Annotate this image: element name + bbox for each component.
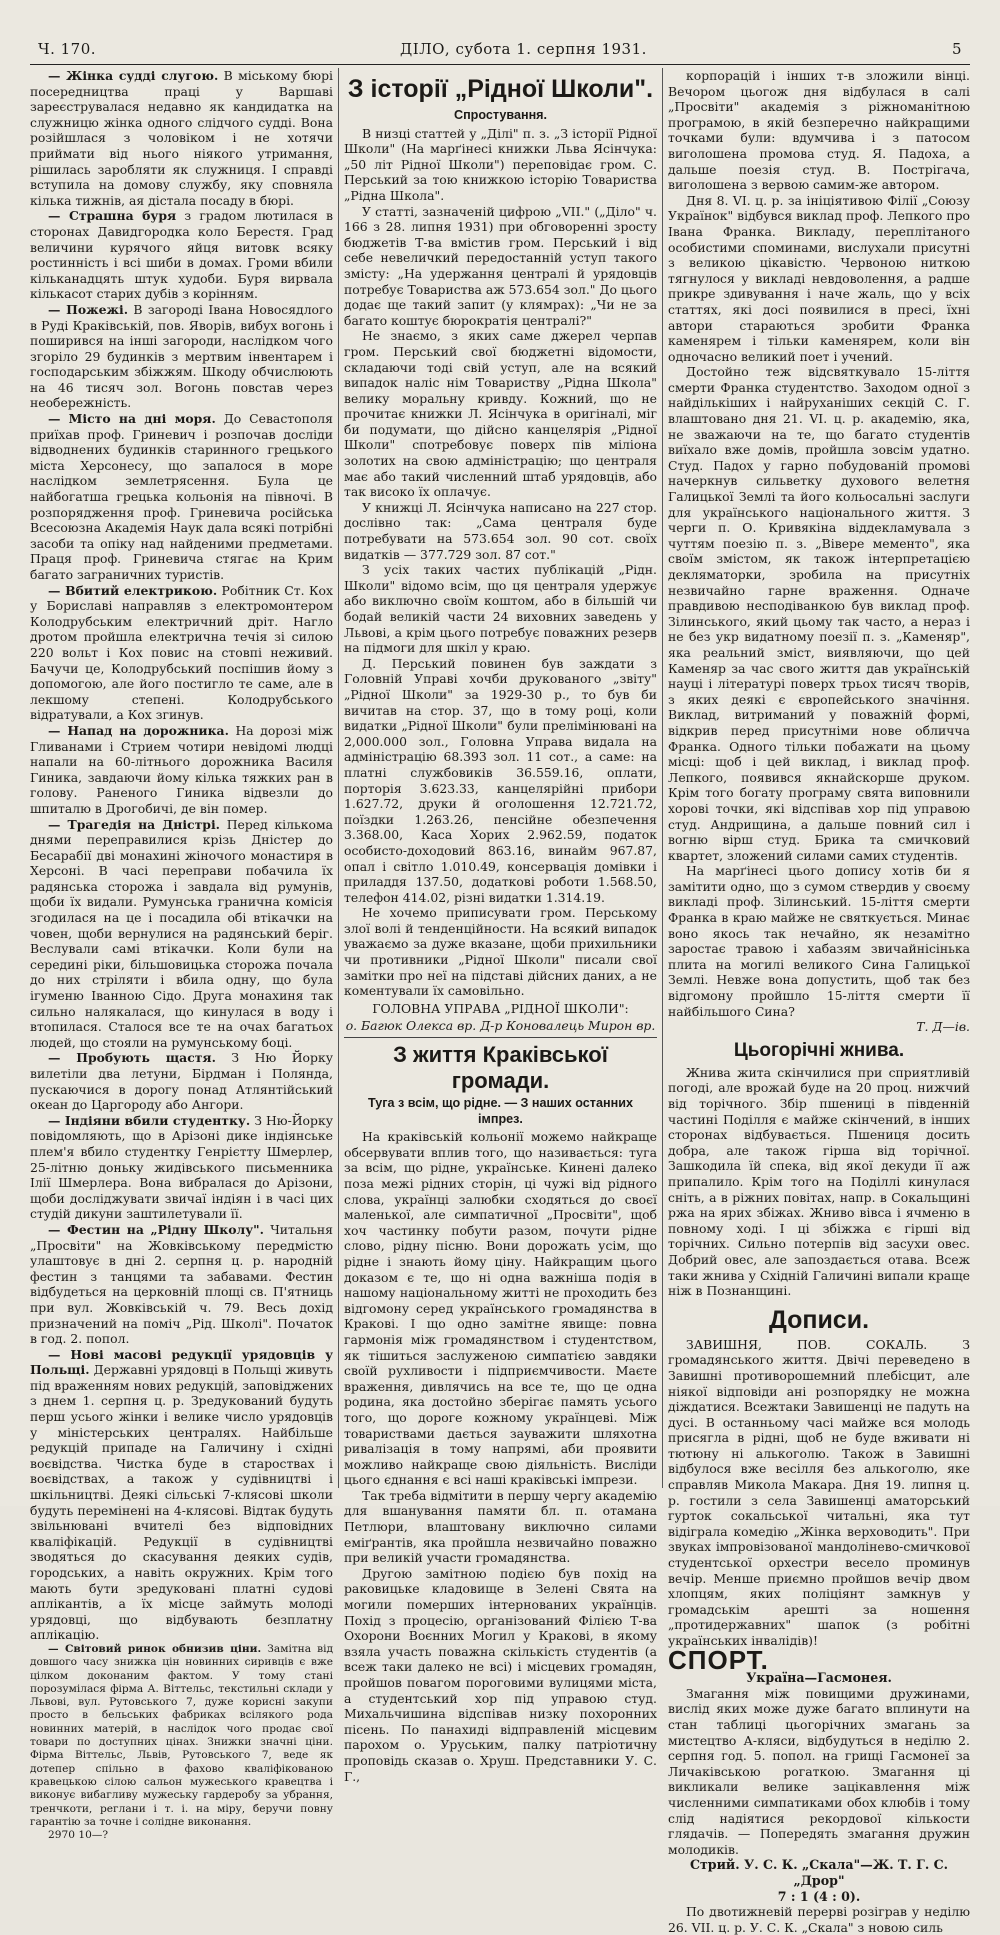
paragraph: Другою замітною подією був похід на раковицьке кладовище в Зелені Свята на могили померших інтернованих українців. Похід з процесію, організований Філією Т-ва Охорони Воєнних Могил у Кракові, в якому взяла участь поважна скількість студентів (а всеж таки далеко не всі) і місцевих громадян, пройшов повагом пороговими вулицями міста, а студентський хор під управою студ. Михальчишина відспівав низку похоронних пісень. По панахиді відправленій місцевим парохом о. Уруським, палку патріотичну проповідь сказав о. Хруш. Представники У. С. Г.,	[344, 1565, 657, 1784]
news-item-lead: — Місто на дні моря.	[48, 411, 216, 427]
news-item	[30, 411, 333, 583]
news-item	[30, 302, 333, 411]
issue-number: Ч. 170.	[38, 40, 97, 58]
article-body	[344, 1129, 657, 1784]
paragraph: В низці статтей у „Ділі" п. з. „З історії Рідної Школи" (На марґінесі книжки Льва Ясінчука: „50 літ Рідної Школи") переповідає гром. С. Перський за тою книжкою історію Товариства „Рідна Школа".	[344, 125, 657, 203]
news-item-text: З Ню Йорку вилетіли два летуни, Бірдман і Полянда, пускаючися в дорогу понад Атлянтійський океан до Царгороду або Ангори.	[30, 1050, 333, 1113]
masthead-date: ДІЛО, субота 1. серпня 1931.	[400, 40, 647, 58]
paragraph: З усіх таких частих публікацій „Рідн. Школи" відомо всім, що ця централя удержує або виключно своїм коштом, або в більшій чи бодай великій части 24 виховних заведень у Львові, а крім цього потребує поважних резерв на підмоги для шкіл у краю.	[344, 562, 657, 656]
news-item-text: Державні урядовці в Польщі живуть під враженням нових редукцій, заповіджених з днем 1. серпня ц. р. Зредукований будуть перш усього жінки і велике число урядовців у міністерських централях. Найбільше редукцій припаде на Галичину і східні воєвідства. Чистка буде в староствах і воєвідствах, а також у судівництві і шкільництві. Деякі сільські 7-клясові школи будуть перемінені на 4-клясові. Відтак будуть звільнювані вчителі без відповідних кваліфікацій. Редукції в судівництві зводяться до скасування деяких судів, городських, а навіть окружних. Крім того мають бути зредуковані платні судові аплікантів, а їх місце займуть молоді урядовці, що відбувають безплатну аплікацію.	[30, 1362, 333, 1643]
news-item	[30, 1113, 333, 1222]
paragraph: Не знаємо, з яких саме джерел черпав гром. Перський свої бюджетні відомости, складаючи тоді свій уступ, але на всякий випадок наліс нім Товариству „Рідна Школа" велику моральну кривду. Кожний, що не прочитає книжки Л. Ясінчука в оригіналі, міг би подумати, що дійсно канцелярія „Рідної Школи" спотребовує поверх пів міліона золотих на свою адміністрацію; що централя має або такий численний штаб урядовців, або так високо їх оплачує.	[344, 328, 657, 500]
article-subtitle: Туга з всім, що рідне. — З наших останних імпрез.	[368, 1096, 633, 1126]
paragraph: На краківській кольонії можемо найкраще обсервувати вплив того, що називається: туга за всім, що рідне, українське. Кинені далеко поза межі рідних сторін, ці чужі від рідного слова, українці залюбки сходяться до своєї маленької, але симпатичної „Просвіти", щоб хоч частинку побути разом, почути рідне слово, рідну пісню. Вони дорожать усім, що рідне і знають йому ціну. Найкращим цього доказом є те, що ні одна важніша подія в нашому національному житті не проходить без відгомону серед українського громадянства в Кракові. І що одно замітне явище: повна гармонія між громадянством і студентством, як тішиться заслуженою симпатією завдяки своїй рухливости і підприємчивости. Маєте враження, дивлячись на все те, що це одна родина, яка достойно зберігає память усього того, що дороге кожному українцеві. Між товариствами дається зауважити шляхотна ривалізація в тому напрямі, аби проявити можливо найкраще свою діяльність. Висліди цього єднання є всі наші краківські імпрези.	[344, 1129, 657, 1488]
news-item-lead: — Пробують щастя.	[48, 1050, 216, 1066]
news-item	[30, 1643, 333, 1829]
paragraph: Д. Перський повинен був заждати з Головній Управі хочби друкованого „звіту" „Рідної Школи" за 1929-30 р., то був би вичитав на стор. 37, що в тому році, коли видатки „Рідної Школи" були прелімінювані на 2,000.000 зол., Головна Управа видала на адміністрацію 68.393 зол. 11 сот., а саме: на платні службовиків 36.559.16, оплати, порторія 3.623.33, канцелярійні прибори 1.627.72, друки й оголошення 12.721.72, поїздки 1.263.26, пенсійне обезпечення 3.368.00, Каса Хорих 2.962.59, податок особисто-доходовий 863.16, винайм 967.87, опал і світло 1.010.49, консервація домівки і приладдя 137.50, додаткові роботи 1.568.50, телефон 414.02, різні видатки 1.314.19.	[344, 655, 657, 905]
news-item	[30, 723, 333, 817]
paragraph: Дня 8. VI. ц. р. за ініціятивою Філії „Союзу Українок" відбувся виклад проф. Лепкого про Івана Франка. Викладу, переплітаного особистими споминами, вислухали присутні з великою цікавістю. Червоною ниткою тягнулося у викладі невдоволення, а радше прикре здивування і наче жаль, що у всіх статтях, які досі появилися в пресі, їхні автори стараються зробити Франка каменярем і тільки каменярем, коли він одночасно великий поет і учений.	[668, 192, 970, 364]
news-item-text: В міському бюрі посередництва праці у Варшаві зареєструвалася недавно як кандидатка на служницю жінка одного слідчого судді. Вона розійшлася з чоловіком і не хотячи приймати від нього ніякого утримання, рішилась заробляти як служниця. І справді вступила на домову службу, яку сповняла кілька тижнів, ая дістала посаду в бюрі.	[30, 68, 333, 208]
news-item	[30, 1050, 333, 1112]
header-rule	[30, 64, 970, 65]
news-item-text: З Ню-Йорку повідомляють, що в Арізоні дике індіянське плем'я вбило студентку Генрієтту Шмерлер, 25-літню доньку жидівського письменника Ілії Шмерлера. Вона вибралася до Арізони, щоби досліджувати звичаї індіян і в часі цих студій дикуни заштилетували її.	[30, 1112, 333, 1222]
column-divider	[662, 68, 663, 1488]
news-item-lead: — Напад на дорожника.	[48, 722, 229, 738]
article-separator	[344, 1037, 657, 1038]
article-subtitle: Спростування.	[453, 108, 548, 122]
news-item-lead: — Світовий ринок обнизив ціни.	[48, 1642, 262, 1655]
sport-result: Стрий. У. С. К. „Скала"—Ж. Т. Г. С. „Дрор"	[689, 1857, 949, 1888]
article-continuation	[668, 68, 970, 1019]
news-item	[30, 583, 333, 723]
column-divider	[338, 68, 339, 1488]
section-title-harvest: Цьогорічні жнива.	[733, 1039, 905, 1061]
article-title-ridna-shkola: З історії „Рідної Школи".	[347, 75, 654, 103]
column-articles	[344, 68, 658, 1784]
page-number: 5	[951, 40, 962, 58]
article-signature: Т. Д—ів.	[916, 1019, 970, 1035]
news-item	[30, 1829, 333, 1842]
section-title-sport: СПОРТ.	[668, 1644, 769, 1675]
news-item-lead: — Індіяни вбили студентку.	[48, 1112, 251, 1128]
news-item-lead: — Жінка судді слугою.	[48, 68, 219, 83]
reports-text: ЗАВИШНЯ, ПОВ. СОКАЛЬ. З громадянського життя. Двічі переведено в Завишні противорошемний плебісцит, але ніякої відповіди ані розпорядку не можна діждатися. Всежтаки Завишенці не падуть на дусі. В останньому часі майже вся молодь присягла в рідні, щоб не буде вживати ні тютюну ні алькоголю. Також в Завишні відбулося вже весілля без алькоголю, яке справляв Микола Макара. Дня 19. липня ц. р. гостили з села Завишенці аматорський гурток сокальської читальні, яка тут відіграла комедію „Жінка верховодить". При звуках імпровізованої мандолінево-смичкової студентської орхестри весело проминув вечір. Менше приємно пройшов вечір двом хлопцям, яких поліціянт замкнув у громадськім арешті за ношення „протидержавних" шапок (з робітні українських інвалідів)!	[668, 1336, 970, 1648]
page-header	[30, 36, 970, 64]
news-item	[30, 68, 333, 208]
news-item	[30, 1347, 333, 1643]
section-title-reports: Дописи.	[768, 1305, 870, 1334]
paragraph: Так треба відмітити в першу чергу академію для вшанування памяти бл. п. отамана Петлюри, влаштовану виключно силами еміґрантів, яка пройшла незвичайно поважно при великій участи громадянства.	[344, 1487, 657, 1566]
news-item-text: з градом лютилася в сторонах Давидгородка коло Берестя. Град величини курячого яйця витовк всяку ростинність і всі шиби в домах. Громи вбили кільканадцять штук худоби. Буря вирвала кількасот старих дубів з корінням.	[30, 208, 333, 302]
paragraph: Достойно теж відсвяткувало 15-ліття смерти Франка студентство. Заходом одної з найдількіших і найруханіших секцій С. Г. влаштовано дня 21. VI. ц. р. академію, яка, не зважаючи на те, що багато студентів виїхало вже домів, пройшла зовсім удатно. Студ. Падох у гарно побудованій промові начеркнув сильветку духового велетня Галицької Землі та його кольосальні заслуги для українського національного життя. З черги п. О. Кривякіна віддекламувала з чуттям поезію п. з. „Вівере мементо", яка своїм змістом, як також інтерпретацією декляматорки, зробила на присутніх незвичайно гарне враження. Одначе правдивою несподіванкою був виклад проф. Зілинського, який цьому так часто, а нераз і не без укр видатному поезії п. з. „Каменяр", яка реальний зміст, виявляючи, що цей Каменяр за час свого життя дав українській науці і літературі поверх трьох тисяч творів, з яких деякі є європейського значіння. Виклад, витриманий у поважній формі, відкрив перед присутніми нове обличча Франка. Одного тільки побажати на цьому місці: щоб і цей виклад, і виклад проф. Лепкого, появився якнайскорше друком. Крім того богату програму свята виповнили хорові точки, які відспівав хор під управою студ. Андрищина, а дальше повний сил і вогню вірш студ. Брика та смичковий квартет, зложений силами самих студентів.	[668, 364, 970, 863]
sport-match-title: Україна—Гасмонея.	[746, 1670, 892, 1686]
news-item-lead: — Нові масові редукції урядовців у Польщі.	[30, 1346, 333, 1378]
paragraph: Не хочемо приписувати гром. Перському злої волі й тенденційности. На всякий випадок уважаємо за дуже вказане, щоби прихильники чи противники „Рідної Школи" писали свої замітки про неї на підставі дійсних даних, а не коментували їх самовільно.	[344, 905, 657, 999]
news-item-lead: — Страшна буря	[48, 208, 177, 224]
sport-score: 7 : 1 (4 : 0).	[777, 1888, 861, 1904]
column-local-news	[30, 68, 333, 1842]
paragraph: У статті, зазначеній цифрою „VII." („Діло" ч. 166 з 28. липня 1931) при обговоренні зросту бюджетів Т-ва вмістив гром. Перський і від себе невеличкий передостанній уступ такого змісту: „На удержання централі й урядовців потребує Товариства аж 573.654 зол." До цього додає ще такий запит (у клямрах): „Чи не за багато коштує бюрократія централі?"	[344, 203, 658, 328]
news-item-lead: — Трагедія на Дністрі.	[48, 816, 220, 832]
news-item	[30, 817, 333, 1051]
news-item	[30, 1222, 333, 1347]
article-body	[344, 126, 657, 999]
news-item-lead: — Пожежі.	[48, 301, 129, 317]
paragraph: У книжці Л. Ясінчука написано на 227 стор. дослівно так: „Сама централя буде потребувати на 573.654 зол. 90 сот. своїх видатків — 377.729 зол. 87 сот."	[344, 499, 657, 562]
news-item-text: До Севастополя приїхав проф. Гриневич і розпочав досліди відводнених будинків старинного грецького міста Херсонесу, що запалося в море наслідком землетрясення. Була це найбогатша грецька кольонія на півночі. В розпорядження проф. Гриневича російська Всесоюзна Академія Наук дала всякі потрібні засоби та опіку над найденими предметами. Праця проф. Гриневича стягає на Крим багато заграничних туристів.	[30, 411, 333, 582]
news-item-lead: — Фестин на „Рідну Школу".	[48, 1221, 264, 1237]
news-item	[30, 208, 333, 302]
news-item-lead: — Вбитий електрикою.	[48, 582, 218, 598]
news-item-text: В загороді Івана Новосядлого в Руді Краківській, пов. Яворів, вибух вогонь і поширився на інші загороди, наслідком чого згоріло 29 будинків з мертвим інвентарем і господарським збіжжям. Шкоду обчислюють на 46 тисяч зол. Вогонь повстав через необережність.	[30, 301, 333, 411]
news-item-text: Замітна від довшого часу знижка цін новинних сиривців є вже цілком доконаним фактом. У тому стані порозумілася фірма А. Віттельс, текстильні склади у Львові, вул. Рутовського 7, дуже корисні закупи просто в бельських фабриках всілякого рода новинних матерій, в наслідок чого продає свої товари по доступних цінах. Знижки значні ціни. Фірма Віттельс, Львів, Рутовського 7, веде як дотепер спільно в фахово кваліфікованою кравецькою сілою сальон мужеського кравецтва і виконує вибагливу мужеську гардеробу за убрання, тренчкоти, реглани і т. і. на міру, беручи повну гарантію за точне і солідне виконання.	[30, 1642, 333, 1828]
news-item-text: Робітник Ст. Кох у Бориславі направляв з електромонтером Колодрубським електричний дріт. Нагло дротом пройшла електрична течія зі силою 220 вольт і Кох повис на стовпі неживий. Бачучи це, Колодрубський поспішив йому з допомогою, але його постигло те саме, але в лекшому степені. Колодрубського відратували, а Кох згинув.	[30, 582, 333, 723]
article-signoff: ГОЛОВНА УПРАВА „РІДНОЇ ШКОЛИ":	[372, 1000, 629, 1016]
paragraph: корпорацій і інших т-в зложили вінці. Вечором цьогож дня відбулася в салі „Просвіти" академія з ріжноманітною програмою, в якій безперечно найкращими точками були: вдумчива і з патосом виголошена промова студ. Я. Падоха, а дальше поезія студ. В. Пострігача, виголошена з вервою самим-же автором.	[668, 68, 970, 193]
news-item-text: На дорозі між Гливанами і Стрием чотири невідомі людці напали на 60-літнього дорожника Василя Гиника, завдаючи йому кілька тяжких ран в голову. Раненого Гиника відвезли до шпиталю в Дрогобичі, де він помер.	[30, 722, 333, 816]
article-title-krakow: З життя Краківської громади.	[393, 1042, 608, 1094]
harvest-text: Жнива жита скінчилися при сприятливій погоді, але врожай буде на 20 проц. нижчий від торічного. Збір пшениці в південній частині Поділля є майже скінчений, в інших сторонах відбувається. Пшениця досить добра, але також гірша від торічної. Зашкодила їй спека, від якої декуди її аж припалило. Крім того на Поділлі кинулася сніть, а в ріжних повітах, напр. в Сокальщині ржа на ярих збіжах. Жниво вівса і ячменю в повному ході. І ці збіжжа є гірші від торічних. Сильно потерпів від засухи овес. Добрий овес, але запоздається отава. Всеж таки жнива у Східній Галичині випали краще ніж в Познанщині.	[668, 1064, 970, 1299]
article-signers: о. Багюк Олекса вр. Д-р Коновалець Мирон вр.	[345, 1018, 656, 1034]
sport-tail: По двотижневій перерві розіграв у неділю 26. VII. ц. р. У. С. К. „Скала" з новою силь	[668, 1904, 970, 1935]
news-item-text: 2970 10—?	[48, 1829, 109, 1842]
paragraph: На марґінесі цього допису хотів би я замітити одно, що з сумом ствердив у своєму викладі проф. Зілинський. 15-ліття смерти Франка в краю майже не святкується. Минає воно якось так нечайно, як незамітно заростає травою і хабазям звичайнісінька плита на могилі великого Сина Галицької Землі. Невже вона допустить, щоб так без відгомону пройшло 15-ліття смерти її найбільшого Сина?	[668, 863, 970, 1019]
news-item-text: Перед кількома днями переправилися крізь Дністер до Бесарабії дві монахині жіночого монастиря в Херсоні. В часі переправи побачила їх радянська сторожа і завдала від румунів, щоби їх видали. Румунська гранична комісія згодилася на це і посадила обі втікачки на човен, щоби вернулися на радянський беріг. Веслували самі втікачки. Коли були на середині ріки, більшовицька сторожа почала до них стріляти і вбила одну, що була ігуменю Іванною Сідо. Друга монахиня так сильно налякалася, що кинулася в воду і втопилася. Сталося все те на очах багатьох людей, що стояли на румунському боці.	[30, 816, 333, 1050]
news-item-text: Читальня „Просвіти" на Жовківському передмістю улаштовує в дні 2. серпня ц. р. народній фестин з танцями та забавами. Фестин відбудеться на церковній площі св. П'ятниць при вул. Жовківській ч. 79. Весь дохід призначений на поміч „Рід. Школі". Початок в год. 2. попол.	[30, 1221, 333, 1347]
column-reports	[668, 68, 970, 1935]
sport-text: Змагання між повищими дружинами, вислід яких може дуже багато вплинути на стан таблиці цьогорічних змагань за мистецтво А-кляси, відбудуться в неділю 2. серпня год. 5. попол. на грищі Гасмонеї за Личаківською рогаткою. Змагання ці викликали велике зацікавлення між численними симпатиками обох клюбів і тому слід надіятися рекордової кількости глядачів. — Попередять змагання дружин молодиків.	[668, 1685, 970, 1857]
